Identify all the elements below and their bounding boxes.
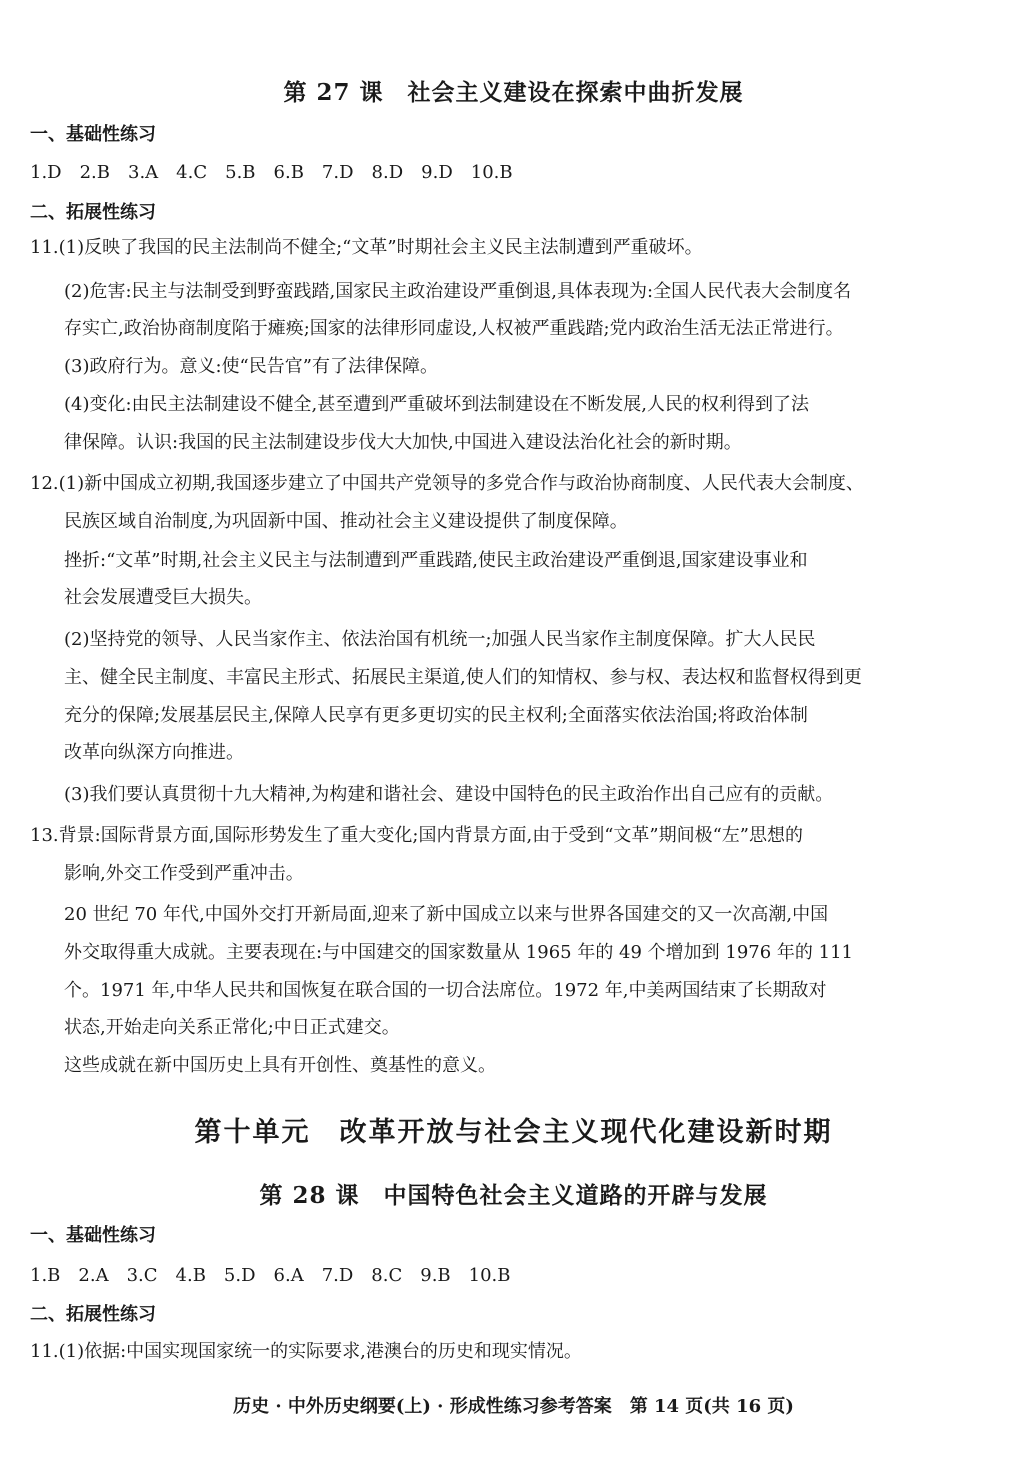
l27-line-3: (3)政府行为。意义:使“民告官”有了法律保障。: [64, 356, 438, 377]
lesson-27-ext-heading: 二、拓展性练习: [30, 202, 156, 223]
l27-line-10: (2)坚持党的领导、人民当家作主、依法治国有机统一;加强人民当家作主制度保障。扩大人民民: [64, 629, 816, 650]
l27-line-11: 主、健全民主制度、丰富民主形式、拓展民主渠道,使人们的知情权、参与权、表达权和监督权得到更: [64, 667, 862, 688]
unit-10-title: 第十单元 改革开放与社会主义现代化建设新时期: [194, 1117, 833, 1148]
lesson-28-title: 第 28 课 中国特色社会主义道路的开辟与发展: [259, 1182, 768, 1209]
lesson-27-title: 第 27 课 社会主义建设在探索中曲折发展: [283, 79, 744, 106]
l27-line-18: 外交取得重大成就。主要表现在:与中国建交的国家数量从 1965 年的 49 个增加到 1976 年的 111: [64, 942, 853, 963]
l27-line-15: 13.背景:国际背景方面,国际形势发生了重大变化;国内背景方面,由于受到“文革”期间极“左”思想的: [30, 825, 804, 846]
l27-line-6: 12.(1)新中国成立初期,我国逐步建立了中国共产党领导的多党合作与政治协商制度、人民代表大会制度、: [30, 473, 864, 494]
lesson-28-mc-answers: 1.B 2.A 3.C 4.B 5.D 6.A 7.D 8.C 9.B 10.B: [30, 1265, 511, 1286]
l27-line-0: 11.(1)反映了我国的民主法制尚不健全;“文革”时期社会主义民主法制遭到严重破坏。: [30, 237, 703, 258]
l27-line-21: 这些成就在新中国历史上具有开创性、奠基性的意义。: [64, 1055, 496, 1076]
lesson-28-basic-heading: 一、基础性练习: [30, 1225, 156, 1246]
l28-line-0: 11.(1)依据:中国实现国家统一的实际要求,港澳台的历史和现实情况。: [30, 1341, 582, 1362]
lesson-27-mc-answers: 1.D 2.B 3.A 4.C 5.B 6.B 7.D 8.D 9.D 10.B: [30, 162, 513, 183]
page-footer: 历史 · 中外历史纲要(上) · 形成性练习参考答案 第 14 页(共 16 页): [233, 1396, 794, 1417]
l27-line-12: 充分的保障;发展基层民主,保障人民享有更多更切实的民主权利;全面落实依法治国;将政治体制: [64, 705, 808, 726]
l27-line-20: 状态,开始走向关系正常化;中日正式建交。: [64, 1017, 400, 1038]
l27-line-4: (4)变化:由民主法制建设不健全,甚至遭到严重破坏到法制建设在不断发展,人民的权利得到了法: [64, 394, 810, 415]
l27-line-8: 挫折:“文革”时期,社会主义民主与法制遭到严重践踏,使民主政治建设严重倒退,国家建设事业和: [64, 550, 808, 571]
l27-line-19: 个。1971 年,中华人民共和国恢复在联合国的一切合法席位。1972 年,中美两国结束了长期敌对: [64, 980, 827, 1001]
l27-line-13: 改革向纵深方向推进。: [64, 742, 244, 763]
l27-line-9: 社会发展遭受巨大损失。: [64, 587, 262, 608]
l27-line-7: 民族区域自治制度,为巩固新中国、推动社会主义建设提供了制度保障。: [64, 511, 628, 532]
lesson-27-basic-heading: 一、基础性练习: [30, 124, 156, 145]
l27-line-2: 存实亡,政治协商制度陷于瘫痪;国家的法律形同虚设,人权被严重践踏;党内政治生活无法正常进行。: [64, 318, 844, 339]
l27-line-14: (3)我们要认真贯彻十九大精神,为构建和谐社会、建设中国特色的民主政治作出自己应有的贡献。: [64, 784, 834, 805]
lesson-28-ext-heading: 二、拓展性练习: [30, 1304, 156, 1325]
l27-line-16: 影响,外交工作受到严重冲击。: [64, 863, 304, 884]
l27-line-1: (2)危害:民主与法制受到野蛮践踏,国家民主政治建设严重倒退,具体表现为:全国人民代表大会制度名: [64, 281, 852, 302]
l27-line-17: 20 世纪 70 年代,中国外交打开新局面,迎来了新中国成立以来与世界各国建交的又一次高潮,中国: [64, 904, 829, 925]
l27-line-5: 律保障。认识:我国的民主法制建设步伐大大加快,中国进入建设法治化社会的新时期。: [64, 432, 742, 453]
